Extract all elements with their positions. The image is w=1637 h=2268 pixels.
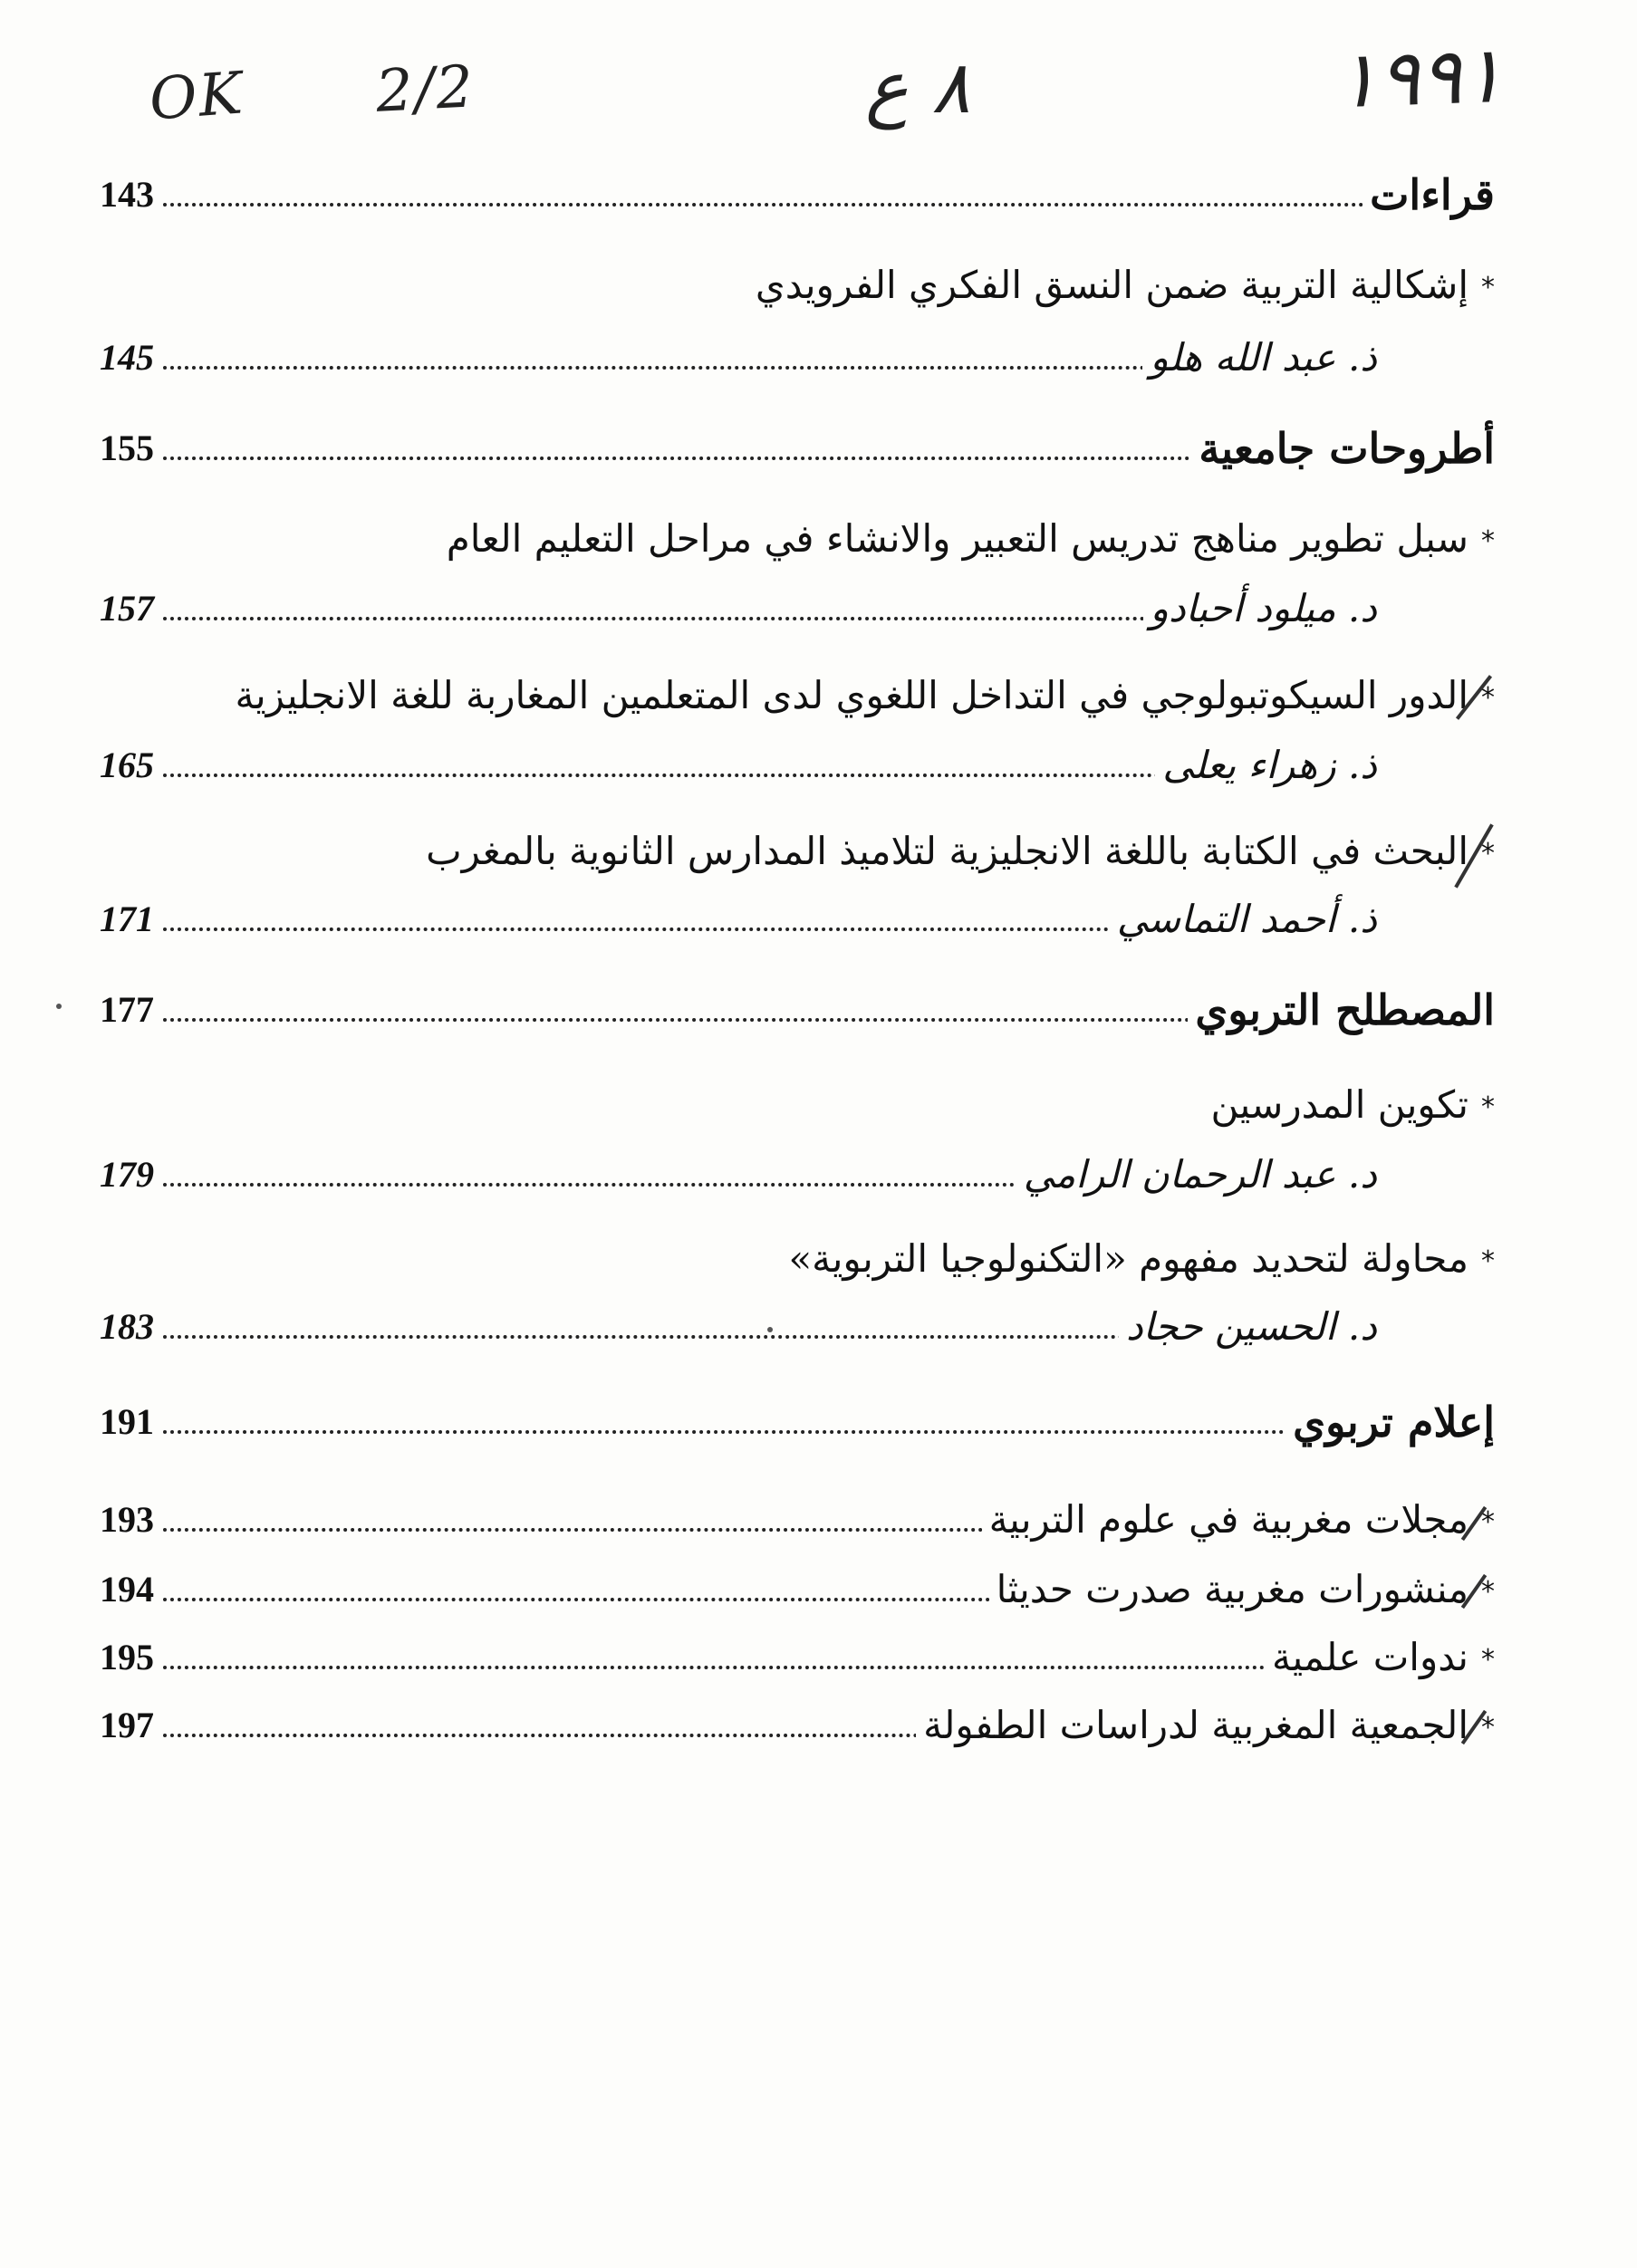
author-name: ذ. أحمد التماسي xyxy=(1110,888,1377,951)
section-title: المصطلح التربوي xyxy=(1188,978,1495,1042)
bullet-star-icon: * xyxy=(1481,1245,1495,1277)
toc-entry-item xyxy=(100,1558,1495,1621)
author-name: د. ميلود أحبادو xyxy=(1143,577,1377,640)
bullet-star-icon: * xyxy=(1481,682,1495,714)
bullet-star-icon: * xyxy=(1481,525,1495,557)
toc-entry-author xyxy=(100,1143,1495,1206)
page-number: 183 xyxy=(100,1295,163,1359)
toc-section-educational-news xyxy=(100,1390,1495,1454)
handwritten-pages-note: 2/2 xyxy=(374,53,477,126)
toc-entry-author xyxy=(100,326,1495,389)
page-number: 145 xyxy=(100,326,163,389)
toc-section-readings xyxy=(100,163,1495,226)
leader-dots xyxy=(163,203,1495,207)
section-title: قراءات xyxy=(1363,163,1495,226)
toc-entry-author xyxy=(100,888,1495,951)
handwritten-ok-note: OK xyxy=(147,60,246,134)
bullet-star-icon: * xyxy=(1481,1576,1495,1608)
bullet-star-icon: * xyxy=(1481,838,1495,870)
scan-speck xyxy=(56,1004,62,1009)
toc-entry-author xyxy=(100,1295,1495,1359)
scan-speck xyxy=(767,1327,773,1332)
author-name: ذ. زهراء يعلى xyxy=(1155,734,1377,797)
toc-entry-item xyxy=(100,1626,1495,1689)
author-name: د. الحسين حجاد xyxy=(1119,1295,1377,1359)
toc-entry-title: *سبل تطوير مناهج تدريس التعبير والانشاء في مراحل التعليم العام xyxy=(446,516,1495,561)
page-number: 195 xyxy=(100,1626,163,1689)
page-number: 193 xyxy=(100,1488,163,1552)
toc-section-theses xyxy=(100,417,1495,480)
toc-entry-title: *إشكالية التربية ضمن النسق الفكري الفرويدي xyxy=(755,263,1495,307)
section-title: أطروحات جامعية xyxy=(1191,417,1495,480)
toc-entry-title: *البحث في الكتابة باللغة الانجليزية لتلاميذ المدارس الثانوية بالمغرب xyxy=(426,829,1495,873)
handwritten-year-note: ١٩٩١ xyxy=(1334,29,1506,127)
leader-dots xyxy=(163,1666,1359,1669)
toc-entry-item xyxy=(100,1694,1495,1757)
author-name: ذ. عبد الله هلو xyxy=(1142,326,1377,389)
author-name: د. عبد الرحمان الرامي xyxy=(1016,1143,1377,1206)
page-number: 197 xyxy=(100,1694,163,1757)
bullet-star-icon: * xyxy=(1481,1506,1495,1538)
bullet-star-icon: * xyxy=(1481,1712,1495,1744)
toc-section-terminology xyxy=(100,978,1495,1042)
page-number: 191 xyxy=(100,1390,163,1454)
toc-entry-title: *محاولة لتحديد مفهوم «التكنولوجيا التربوية» xyxy=(788,1236,1495,1281)
page-number: 171 xyxy=(100,888,163,951)
item-title: *الجمعية المغربية لدراسات الطفولة xyxy=(916,1694,1495,1760)
toc-entry-item xyxy=(100,1488,1495,1552)
handwritten-month-note: ٨ ع xyxy=(865,45,971,130)
toc-entry-author xyxy=(100,577,1495,640)
page-number: 143 xyxy=(100,163,163,226)
bullet-star-icon: * xyxy=(1481,1091,1495,1123)
toc-entry-author xyxy=(100,734,1495,797)
item-title: *منشورات مغربية صدرت حديثا xyxy=(989,1558,1495,1624)
page-number: 179 xyxy=(100,1143,163,1206)
item-title: *مجلات مغربية في علوم التربية xyxy=(982,1488,1495,1554)
page-number: 165 xyxy=(100,734,163,797)
page-number: 194 xyxy=(100,1558,163,1621)
item-title: *ندوات علمية xyxy=(1265,1626,1495,1692)
page-number: 177 xyxy=(100,978,163,1042)
page-number: 157 xyxy=(100,577,163,640)
page-number: 155 xyxy=(100,417,163,480)
bullet-star-icon: * xyxy=(1481,1644,1495,1676)
toc-entry-title: *تكوين المدرسين xyxy=(1210,1082,1495,1127)
section-title: إعلام تربوي xyxy=(1286,1390,1495,1454)
bullet-star-icon: * xyxy=(1481,272,1495,303)
toc-entry-title: *الدور السيكوتبولوجي في التداخل اللغوي لدى المتعلمين المغاربة للغة الانجليزية xyxy=(235,673,1495,717)
